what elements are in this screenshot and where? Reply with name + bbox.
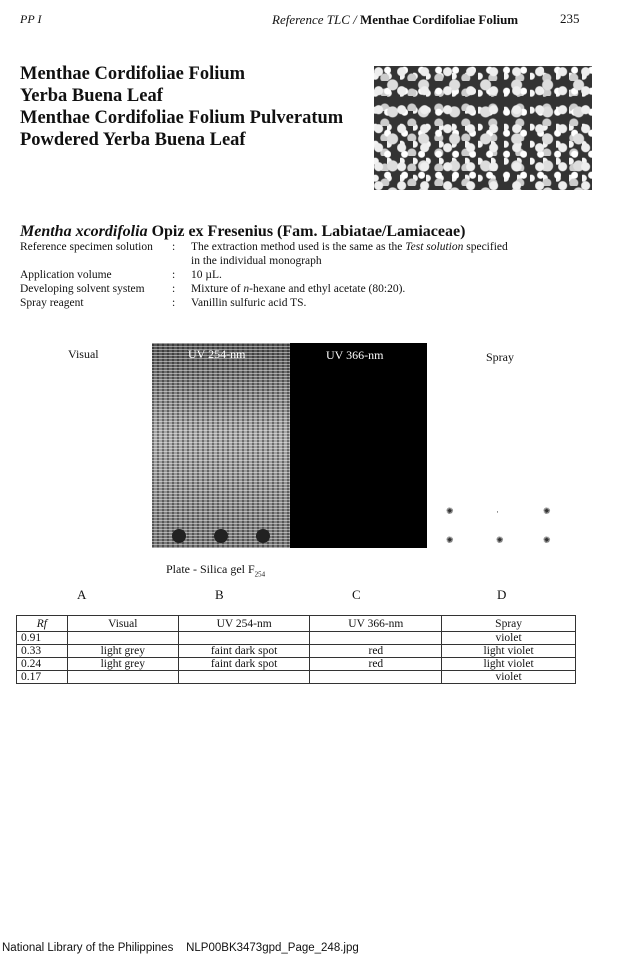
lane-letter: B [215, 587, 224, 602]
spec-key: Reference specimen solution [20, 241, 153, 253]
col-header-uv254: UV 254-nm [178, 616, 310, 632]
spec-row-application [20, 268, 551, 282]
header-section: Reference TLC / [272, 12, 357, 27]
spec-value: 10 µL. [191, 269, 222, 281]
title-line: Yerba Buena Leaf [20, 86, 163, 106]
species-authority: Opiz ex Fresenius (Fam. Labiatae/Lamiaceae) [151, 223, 466, 240]
spec-key: Application volume [20, 269, 112, 281]
col-header-rf: Rf [17, 616, 68, 632]
leaf-powder-photo [374, 66, 592, 190]
dark-spot [256, 529, 270, 543]
spray-spot: ✺ [446, 506, 454, 516]
spray-spot: ✺ [543, 506, 551, 516]
spec-sep: : [172, 283, 176, 295]
title-line: Menthae Cordifoliae Folium [20, 64, 246, 84]
spec-value: Vanillin sulfuric acid TS. [191, 297, 307, 309]
dark-spot [172, 529, 186, 543]
specifications [20, 240, 551, 310]
plate-visual-label: Visual [68, 347, 99, 361]
spec-value: The extraction method used is the same as the Test solution specified in the individual monograph [191, 241, 508, 267]
uv366-label: UV 366-nm [326, 348, 384, 362]
header-running-title [272, 12, 518, 28]
spec-value: Mixture of n-hexane and ethyl acetate (80:20). [191, 283, 406, 295]
title-line: Menthae Cordifoliae Folium Pulveratum [20, 108, 344, 128]
spec-sep: : [172, 241, 176, 253]
spec-row-solvent [20, 282, 551, 296]
uv254-label: UV 254-nm [188, 347, 246, 361]
table-row: 0.33 light grey faint dark spot red light violet [17, 645, 576, 658]
plate-spray-label: Spray [486, 350, 514, 364]
rf-table [16, 615, 576, 684]
uv366-plate-image [290, 343, 427, 548]
spec-sep: : [172, 269, 176, 281]
title-line: Powdered Yerba Buena Leaf [20, 130, 246, 150]
spec-key: Spray reagent [20, 297, 84, 309]
footer-file: NLP00BK3473gpd_Page_248.jpg [186, 942, 359, 954]
spray-spot: ✺ [496, 535, 504, 545]
scan-footer [2, 942, 359, 954]
header-series: PP I [20, 12, 42, 26]
lane-letter: C [352, 587, 361, 602]
table-header-row [17, 616, 576, 632]
footer-library: National Library of the Philippines [2, 942, 174, 954]
spec-row-spray [20, 296, 551, 310]
col-header-visual: Visual [67, 616, 178, 632]
spray-spot: ✺ [543, 535, 551, 545]
spray-spot: · [496, 507, 499, 517]
table-row: 0.17 violet [17, 671, 576, 684]
monograph-titles [20, 63, 343, 151]
species-line [20, 223, 465, 241]
page-number: 235 [560, 11, 580, 26]
col-header-uv366: UV 366-nm [310, 616, 442, 632]
species-binomial: Mentha xcordifolia [20, 223, 148, 240]
lane-letter: D [497, 587, 507, 602]
spray-spot: ✺ [446, 535, 454, 545]
col-header-spray: Spray [442, 616, 576, 632]
dark-spot [214, 529, 228, 543]
table-row: 0.91 violet [17, 632, 576, 645]
spec-key: Developing solvent system [20, 283, 145, 295]
spec-row-reference [20, 240, 551, 268]
uv254-plate-image [152, 343, 290, 548]
lane-letter: A [77, 587, 87, 602]
plate-caption: Plate - Silica gel $F_{254}$ [166, 562, 266, 579]
table-row: 0.24 light grey faint dark spot red light violet [17, 658, 576, 671]
spec-sep: : [172, 297, 176, 309]
header-title: Menthae Cordifoliae Folium [359, 12, 519, 27]
